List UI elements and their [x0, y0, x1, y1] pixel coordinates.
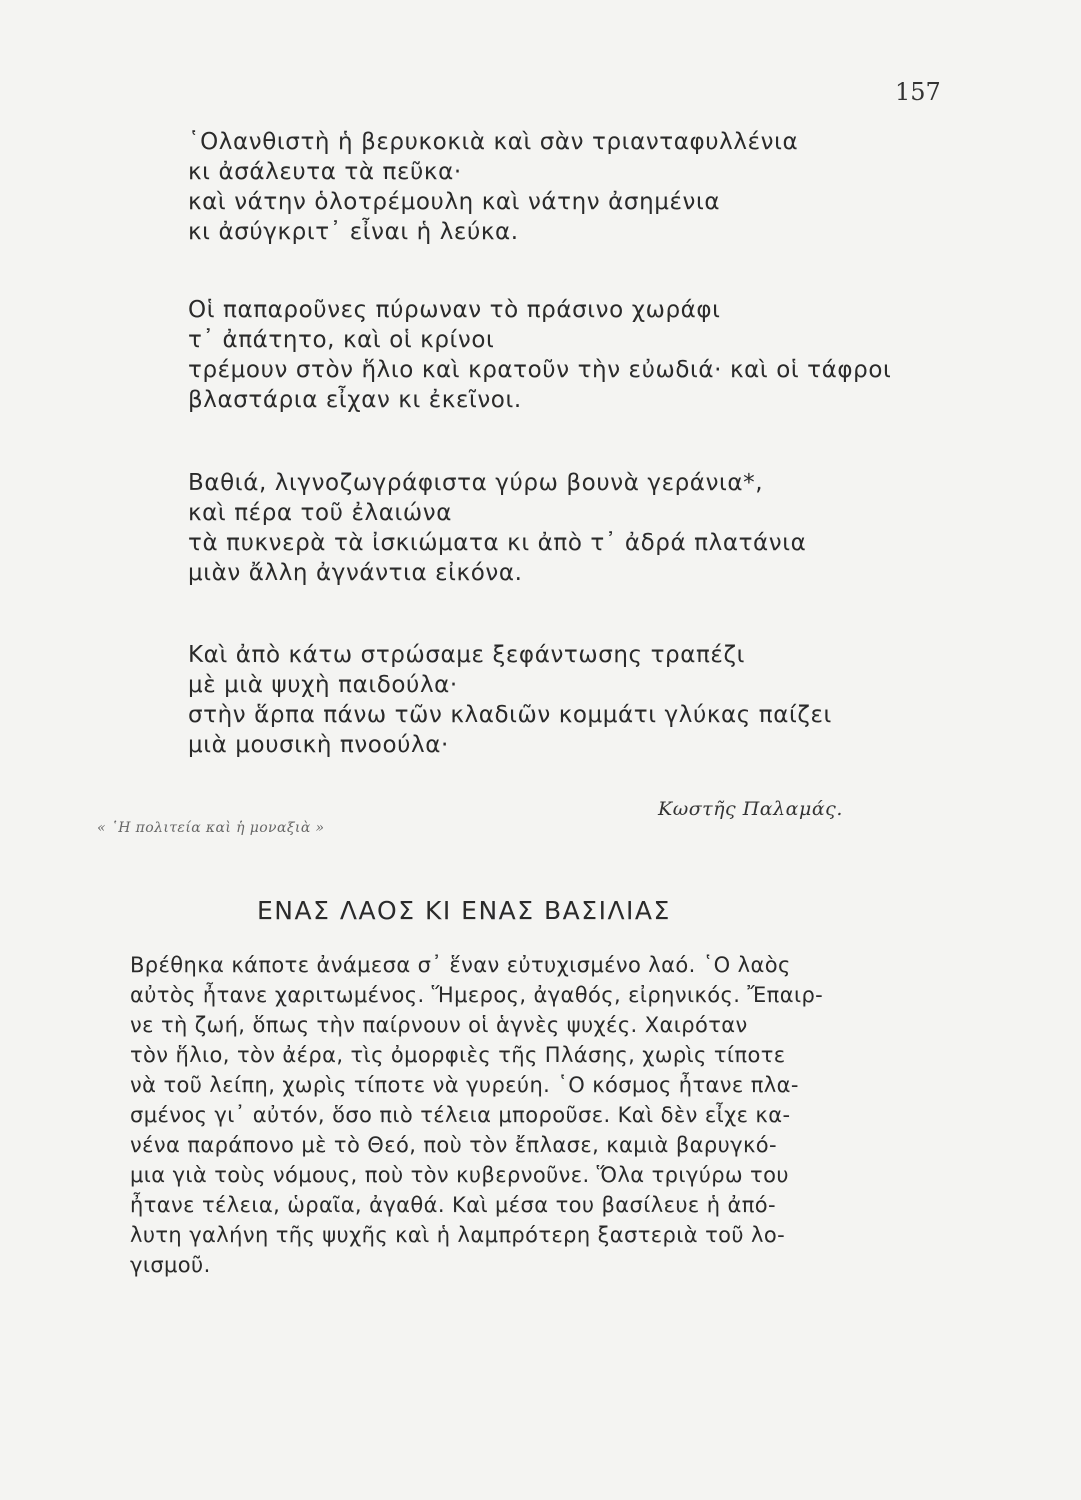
poem-line: Καὶ ἀπὸ κάτω στρώσαμε ξεφάντωσης τραπέζι: [188, 642, 745, 668]
prose-line: λυτη γαλήνη τῆς ψυχῆς καὶ ἡ λαμπρότερη ξαστεριὰ τοῦ λο-: [130, 1223, 786, 1247]
prose-line: μια γιὰ τοὺς νόμους, ποὺ τὸν κυβερνοῦνε. Ὅλα τριγύρω του: [130, 1163, 789, 1187]
poem-line: καὶ πέρα τοῦ ἐλαιώνα: [188, 500, 452, 526]
prose-line: ἦτανε τέλεια, ὡραῖα, ἀγαθά. Καὶ μέσα του βασίλευε ἡ ἀπό-: [130, 1193, 777, 1217]
poem-line: μιὰν ἄλλη ἀγνάντια εἰκόνα.: [188, 560, 523, 586]
prose-line: αὐτὸς ἦτανε χαριτωμένος. Ἥμερος, ἀγαθός, εἰρηνικός. Ἔπαιρ-: [130, 983, 824, 1007]
page-number: 157: [895, 78, 941, 106]
prose-line: Βρέθηκα κάποτε ἀνάμεσα σ᾽ ἕναν εὐτυχισμένο λαό. ῾Ο λαὸς: [130, 953, 791, 977]
prose-line: νε τὴ ζωή, ὅπως τὴν παίρνουν οἱ ἁγνὲς ψυχές. Χαιρόταν: [130, 1013, 748, 1037]
prose-line: σμένος γι᾽ αὐτόν, ὅσο πιὸ τέλεια μποροῦσε. Καὶ δὲν εἶχε κα-: [130, 1103, 791, 1127]
prose-line: νὰ τοῦ λείπη, χωρὶς τίποτε νὰ γυρεύη. ῾Ο κόσμος ἦτανε πλα-: [130, 1073, 799, 1097]
poem-stanza-1: [188, 127, 988, 247]
poem-line: ῾Ολανθιστὴ ἡ βερυκοκιὰ καὶ σὰν τριανταφυλλένια: [188, 129, 799, 155]
poem-stanza-2: [188, 295, 988, 415]
prose-line: γισμοῦ.: [130, 1253, 211, 1277]
poem-line: Οἱ παπαροῦνες πύρωναν τὸ πράσινο χωράφι: [188, 297, 721, 323]
prose-line: τὸν ἥλιο, τὸν ἀέρα, τὶς ὀμορφιὲς τῆς Πλάσης, χωρὶς τίποτε: [130, 1043, 786, 1067]
poem-line: τ᾽ ἀπάτητο, καὶ οἱ κρίνοι: [188, 327, 495, 353]
poet-signature: Κωστῆς Παλαμάς.: [658, 798, 843, 820]
poem-line: τὰ πυκνερὰ τὰ ἰσκιώματα κι ἀπὸ τ᾽ ἀδρά πλατάνια: [188, 530, 807, 556]
poem-line: κι ἀσάλευτα τὰ πεῦκα·: [188, 159, 462, 185]
poem-stanza-3: [188, 468, 988, 588]
poem-line: Βαθιά, λιγνοζωγράφιστα γύρω βουνὰ γεράνια*,: [188, 470, 764, 496]
poem-stanza-4: [188, 640, 988, 760]
poem-line: καὶ νάτην ὁλοτρέμουλη καὶ νάτην ἀσημένια: [188, 189, 721, 215]
poem-line: μὲ μιὰ ψυχὴ παιδούλα·: [188, 672, 458, 698]
book-title: « ῾Η πολιτεία καὶ ἡ μοναξιὰ »: [97, 820, 325, 836]
poem-line: στὴν ἅρπα πάνω τῶν κλαδιῶν κομμάτι γλύκας παίζει: [188, 702, 832, 728]
prose-paragraph: [130, 950, 930, 1280]
poem-line: κι ἀσύγκριτ᾽ εἶναι ἡ λεύκα.: [188, 219, 519, 245]
poem-line: τρέμουν στὸν ἥλιο καὶ κρατοῦν τὴν εὐωδιά· καὶ οἱ τάφροι: [188, 357, 892, 383]
section-title: ΕΝΑΣ ΛΑΟΣ ΚΙ ΕΝΑΣ ΒΑΣΙΛΙΑΣ: [257, 896, 671, 925]
poem-line: μιὰ μουσικὴ πνοούλα·: [188, 732, 449, 758]
poem-line: βλαστάρια εἶχαν κι ἐκεῖνοι.: [188, 387, 522, 413]
prose-line: νένα παράπονο μὲ τὸ Θεό, ποὺ τὸν ἔπλασε, καμιὰ βαρυγκό-: [130, 1133, 778, 1157]
